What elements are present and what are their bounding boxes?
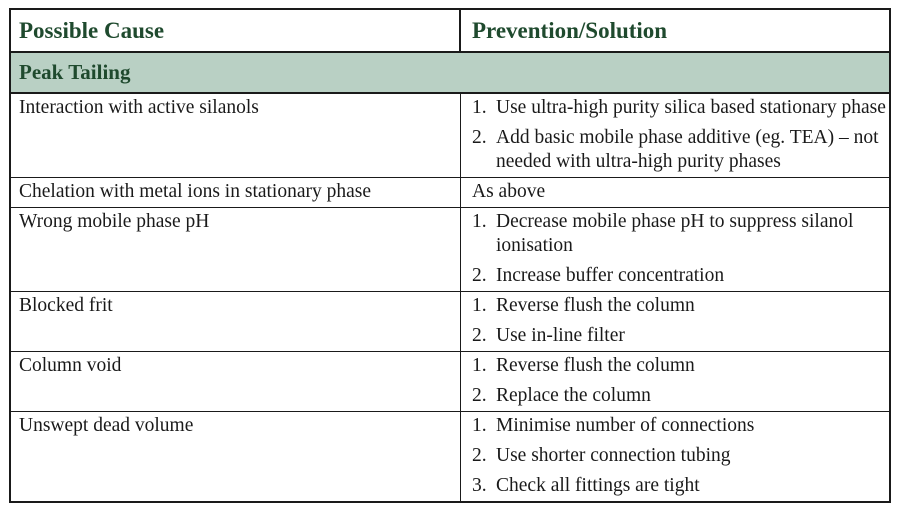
cause-cell: Wrong mobile phase pH <box>11 208 461 291</box>
solution-text: Use shorter connection tubing <box>496 445 731 466</box>
solution-cell <box>461 208 889 291</box>
cause-cell: Unswept dead volume <box>11 412 461 501</box>
solution-text: Use in-line filter <box>496 325 625 346</box>
cause-cell: Blocked frit <box>11 292 461 351</box>
solution-number: 2. <box>472 385 487 406</box>
table-row <box>11 292 889 352</box>
solution-item <box>472 354 887 378</box>
solution-item <box>472 414 887 438</box>
solution-text: Decrease mobile phase pH to suppress silanol ionisation <box>496 211 854 256</box>
table-row <box>11 208 889 292</box>
solution-text: Increase buffer concentration <box>496 265 725 286</box>
solution-item <box>472 294 887 318</box>
solution-cell <box>461 94 889 177</box>
solution-number: 3. <box>472 475 487 496</box>
cause-cell: Column void <box>11 352 461 411</box>
header-possible-cause: Possible Cause <box>11 10 461 51</box>
solution-item <box>472 474 887 498</box>
solution-item <box>472 264 887 288</box>
solution-cell <box>461 412 889 501</box>
table-row <box>11 178 889 208</box>
troubleshooting-table <box>9 8 891 503</box>
solution-cell <box>461 352 889 411</box>
section-title: Peak Tailing <box>11 53 889 94</box>
table-row <box>11 94 889 178</box>
solution-number: 2. <box>472 127 487 148</box>
solution-item <box>472 384 887 408</box>
solution-number: 1. <box>472 415 487 436</box>
solution-cell <box>461 292 889 351</box>
solution-number: 1. <box>472 355 487 376</box>
solution-text: Reverse flush the column <box>496 295 695 316</box>
table-header <box>11 10 889 53</box>
solution-number: 1. <box>472 97 487 118</box>
solution-text: As above <box>472 181 546 202</box>
solution-text: Reverse flush the column <box>496 355 695 376</box>
table-row <box>11 352 889 412</box>
solution-cell <box>461 178 889 207</box>
cause-cell: Chelation with metal ions in stationary phase <box>11 178 461 207</box>
solution-item <box>472 96 887 120</box>
solution-number: 2. <box>472 325 487 346</box>
solution-text: Minimise number of connections <box>496 415 755 436</box>
solution-text: Check all fittings are tight <box>496 475 700 496</box>
solution-text: Use ultra-high purity silica based stationary phase <box>496 97 886 118</box>
table-row <box>11 412 889 501</box>
solution-item <box>472 444 887 468</box>
solution-number: 2. <box>472 445 487 466</box>
header-prevention-solution: Prevention/Solution <box>472 17 668 43</box>
solution-text: Replace the column <box>496 385 651 406</box>
solution-item <box>472 210 887 258</box>
solution-text: Add basic mobile phase additive (eg. TEA) – not needed with ultra-high purity phases <box>496 127 879 172</box>
solution-item <box>472 126 887 174</box>
solution-number: 1. <box>472 211 487 232</box>
solution-item <box>472 324 887 348</box>
solution-number: 1. <box>472 295 487 316</box>
cause-cell: Interaction with active silanols <box>11 94 461 177</box>
solution-number: 2. <box>472 265 487 286</box>
